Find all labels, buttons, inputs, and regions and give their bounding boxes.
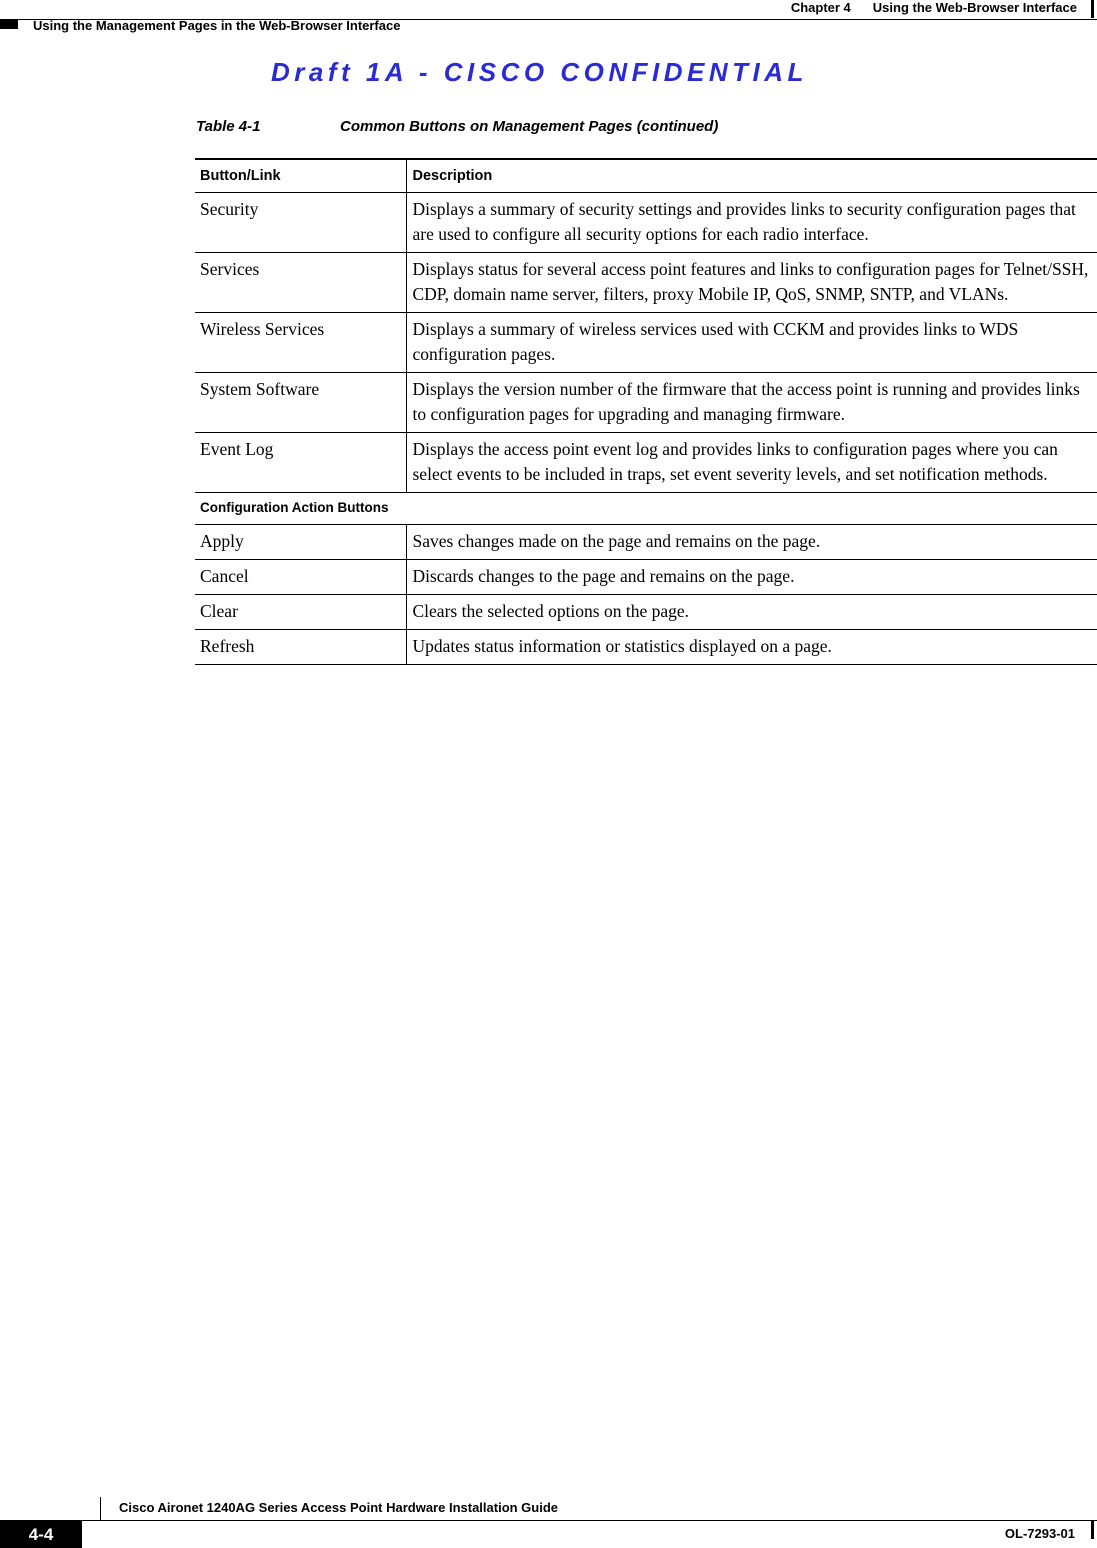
chapter-title: Using the Web-Browser Interface — [872, 0, 1077, 15]
table-row — [195, 525, 1097, 560]
buttons-table — [195, 158, 1097, 665]
group-heading-configuration-actions: Configuration Action Buttons — [195, 493, 1097, 525]
chapter-label: Chapter 4 — [790, 0, 851, 15]
row-description: Displays the access point event log and provides links to configuration pages where you can select events to be included in traps, set event severity levels, and set notification methods. — [406, 433, 1097, 493]
table-title: Common Buttons on Management Pages (continued) — [340, 118, 719, 135]
table-row — [195, 193, 1097, 253]
doc-number: OL-7293-01 — [1004, 1526, 1075, 1541]
table-row — [195, 560, 1097, 595]
row-button-system-software: System Software — [195, 373, 406, 433]
table-header-row — [195, 159, 1097, 193]
row-description: Saves changes made on the page and remains on the page. — [406, 525, 1097, 560]
header-marker-block — [0, 19, 18, 29]
row-button-apply: Apply — [195, 525, 406, 560]
table-caption — [196, 118, 718, 135]
footer-tick — [100, 1497, 101, 1521]
section-title: Using the Management Pages in the Web-Browser Interface — [33, 18, 401, 33]
running-header — [791, 0, 1077, 15]
row-description: Clears the selected options on the page. — [406, 595, 1097, 630]
row-description: Displays a summary of security settings and provides links to security configuration pages that are used to configure all security options for each radio interface. — [406, 193, 1097, 253]
draft-watermark: Draft 1A - CISCO CONFIDENTIAL — [271, 57, 808, 87]
guide-title: Cisco Aironet 1240AG Series Access Point Hardware Installation Guide — [119, 1500, 559, 1515]
row-description: Displays status for several access point features and links to configuration pages for Telnet/SSH, CDP, domain name server, filters, proxy Mobile IP, QoS, SNMP, SNTP, and VLANs. — [406, 253, 1097, 313]
row-button-clear: Clear — [195, 595, 406, 630]
table-row — [195, 433, 1097, 493]
column-header-button: Button/Link — [195, 159, 406, 193]
row-button-services: Services — [195, 253, 406, 313]
table-group-row — [195, 493, 1097, 525]
table-row — [195, 630, 1097, 665]
table-row — [195, 373, 1097, 433]
table-row — [195, 595, 1097, 630]
table-row — [195, 313, 1097, 373]
row-button-event-log: Event Log — [195, 433, 406, 493]
footer-rule — [0, 1520, 1097, 1521]
row-description: Displays a summary of wireless services used with CCKM and provides links to WDS configuration pages. — [406, 313, 1097, 373]
column-header-description: Description — [406, 159, 1097, 193]
row-button-security: Security — [195, 193, 406, 253]
row-button-wireless-services: Wireless Services — [195, 313, 406, 373]
footer-marker-bar — [1091, 1521, 1094, 1539]
page-number: 4-4 — [0, 1521, 82, 1548]
row-button-cancel: Cancel — [195, 560, 406, 595]
row-description: Discards changes to the page and remains on the page. — [406, 560, 1097, 595]
row-description: Displays the version number of the firmware that the access point is running and provides links to configuration pages for upgrading and managing firmware. — [406, 373, 1097, 433]
row-button-refresh: Refresh — [195, 630, 406, 665]
table-number: Table 4-1 — [196, 118, 261, 135]
header-marker-bar — [1091, 0, 1094, 18]
row-description: Updates status information or statistics displayed on a page. — [406, 630, 1097, 665]
table-row — [195, 253, 1097, 313]
